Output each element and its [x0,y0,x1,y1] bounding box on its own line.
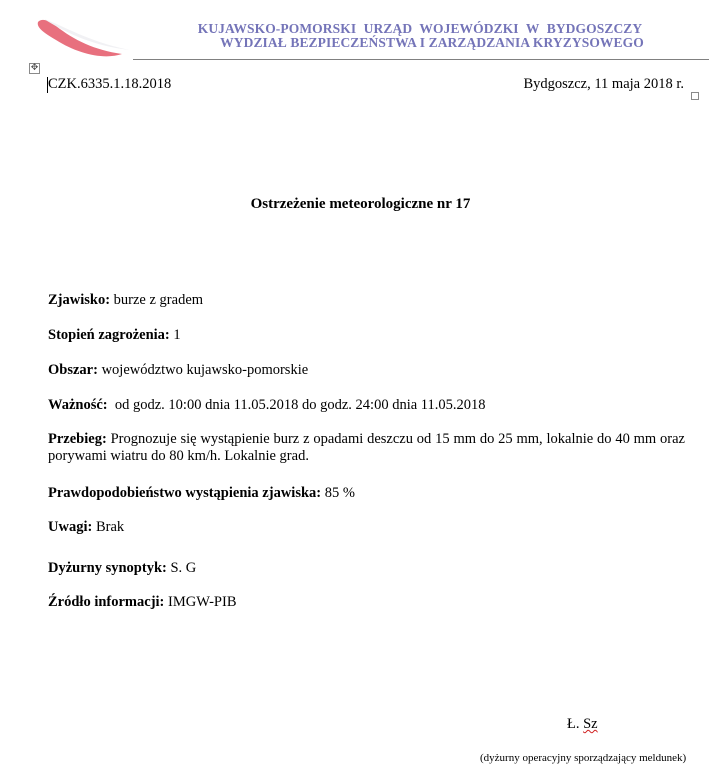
field-value: burze z gradem [110,292,204,308]
field-label: Przebieg: [48,431,107,447]
logo-icon [34,16,134,62]
signature [567,716,598,733]
reference-number: CZK.6335.1.18.2018 [48,76,172,92]
field-label: Uwagi: [48,519,93,535]
letterhead-line2: WYDZIAŁ BEZPIECZEŃSTWA I ZARZĄDZANIA KRYZYSOWEGO [220,35,644,50]
field-label: Źródło informacji: [48,594,165,610]
field-zrodlo-informacji [48,594,685,611]
field-value: województwo kujawsko-pomorskie [97,362,309,378]
field-dyzurny-synoptyk [48,560,685,577]
field-value: od godz. 10:00 dnia 11.05.2018 do godz. 24:00 dnia 11.05.2018 [107,397,486,413]
field-label: Ważność: [48,397,108,413]
field-prawdopodobienstwo [48,485,685,502]
field-value: S. G [166,560,197,576]
field-label: Prawdopodobieństwo wystąpienia zjawiska: [48,485,322,501]
header-divider [133,59,709,60]
field-uwagi [48,519,685,536]
field-stopien-zagrozenia [48,327,685,344]
logo-red-stroke [38,20,122,56]
table-end-cell-marker[interactable] [691,92,699,100]
letterhead-line1: KUJAWSKO-POMORSKI URZĄD WOJEWÓDZKI W BYDGOSZCZY [197,21,643,36]
signature-initial: Ł. [567,716,580,732]
table-move-handle-icon[interactable]: ✥ [30,63,39,73]
field-value: Prognozuje się wystąpienie burz z opadami deszczu od 15 mm do 25 mm, lokalnie do 40 mm oraz porywami wiatru do 80 km/h. Lokalnie grad. [48,431,685,464]
field-value: IMGW-PIB [164,594,237,610]
field-label: Obszar: [48,362,98,378]
field-label: Zjawisko: [48,292,111,308]
field-value: Brak [92,519,125,535]
field-value: 1 [169,327,181,343]
field-label: Stopień zagrożenia: [48,327,170,343]
field-obszar [48,362,685,379]
field-value: 85 % [321,485,355,501]
signature-role: (dyżurny operacyjny sporządzający meldunek) [480,752,687,764]
place-date: Bydgoszcz, 11 maja 2018 r. [523,76,684,92]
field-waznosc [48,397,685,414]
field-label: Dyżurny synoptyk: [48,560,167,576]
signature-surname: Sz [583,716,598,732]
field-przebieg [48,431,685,465]
field-zjawisko [48,292,685,309]
document-title: Ostrzeżenie meteorologiczne nr 17 [250,196,471,212]
letterhead [120,22,720,50]
